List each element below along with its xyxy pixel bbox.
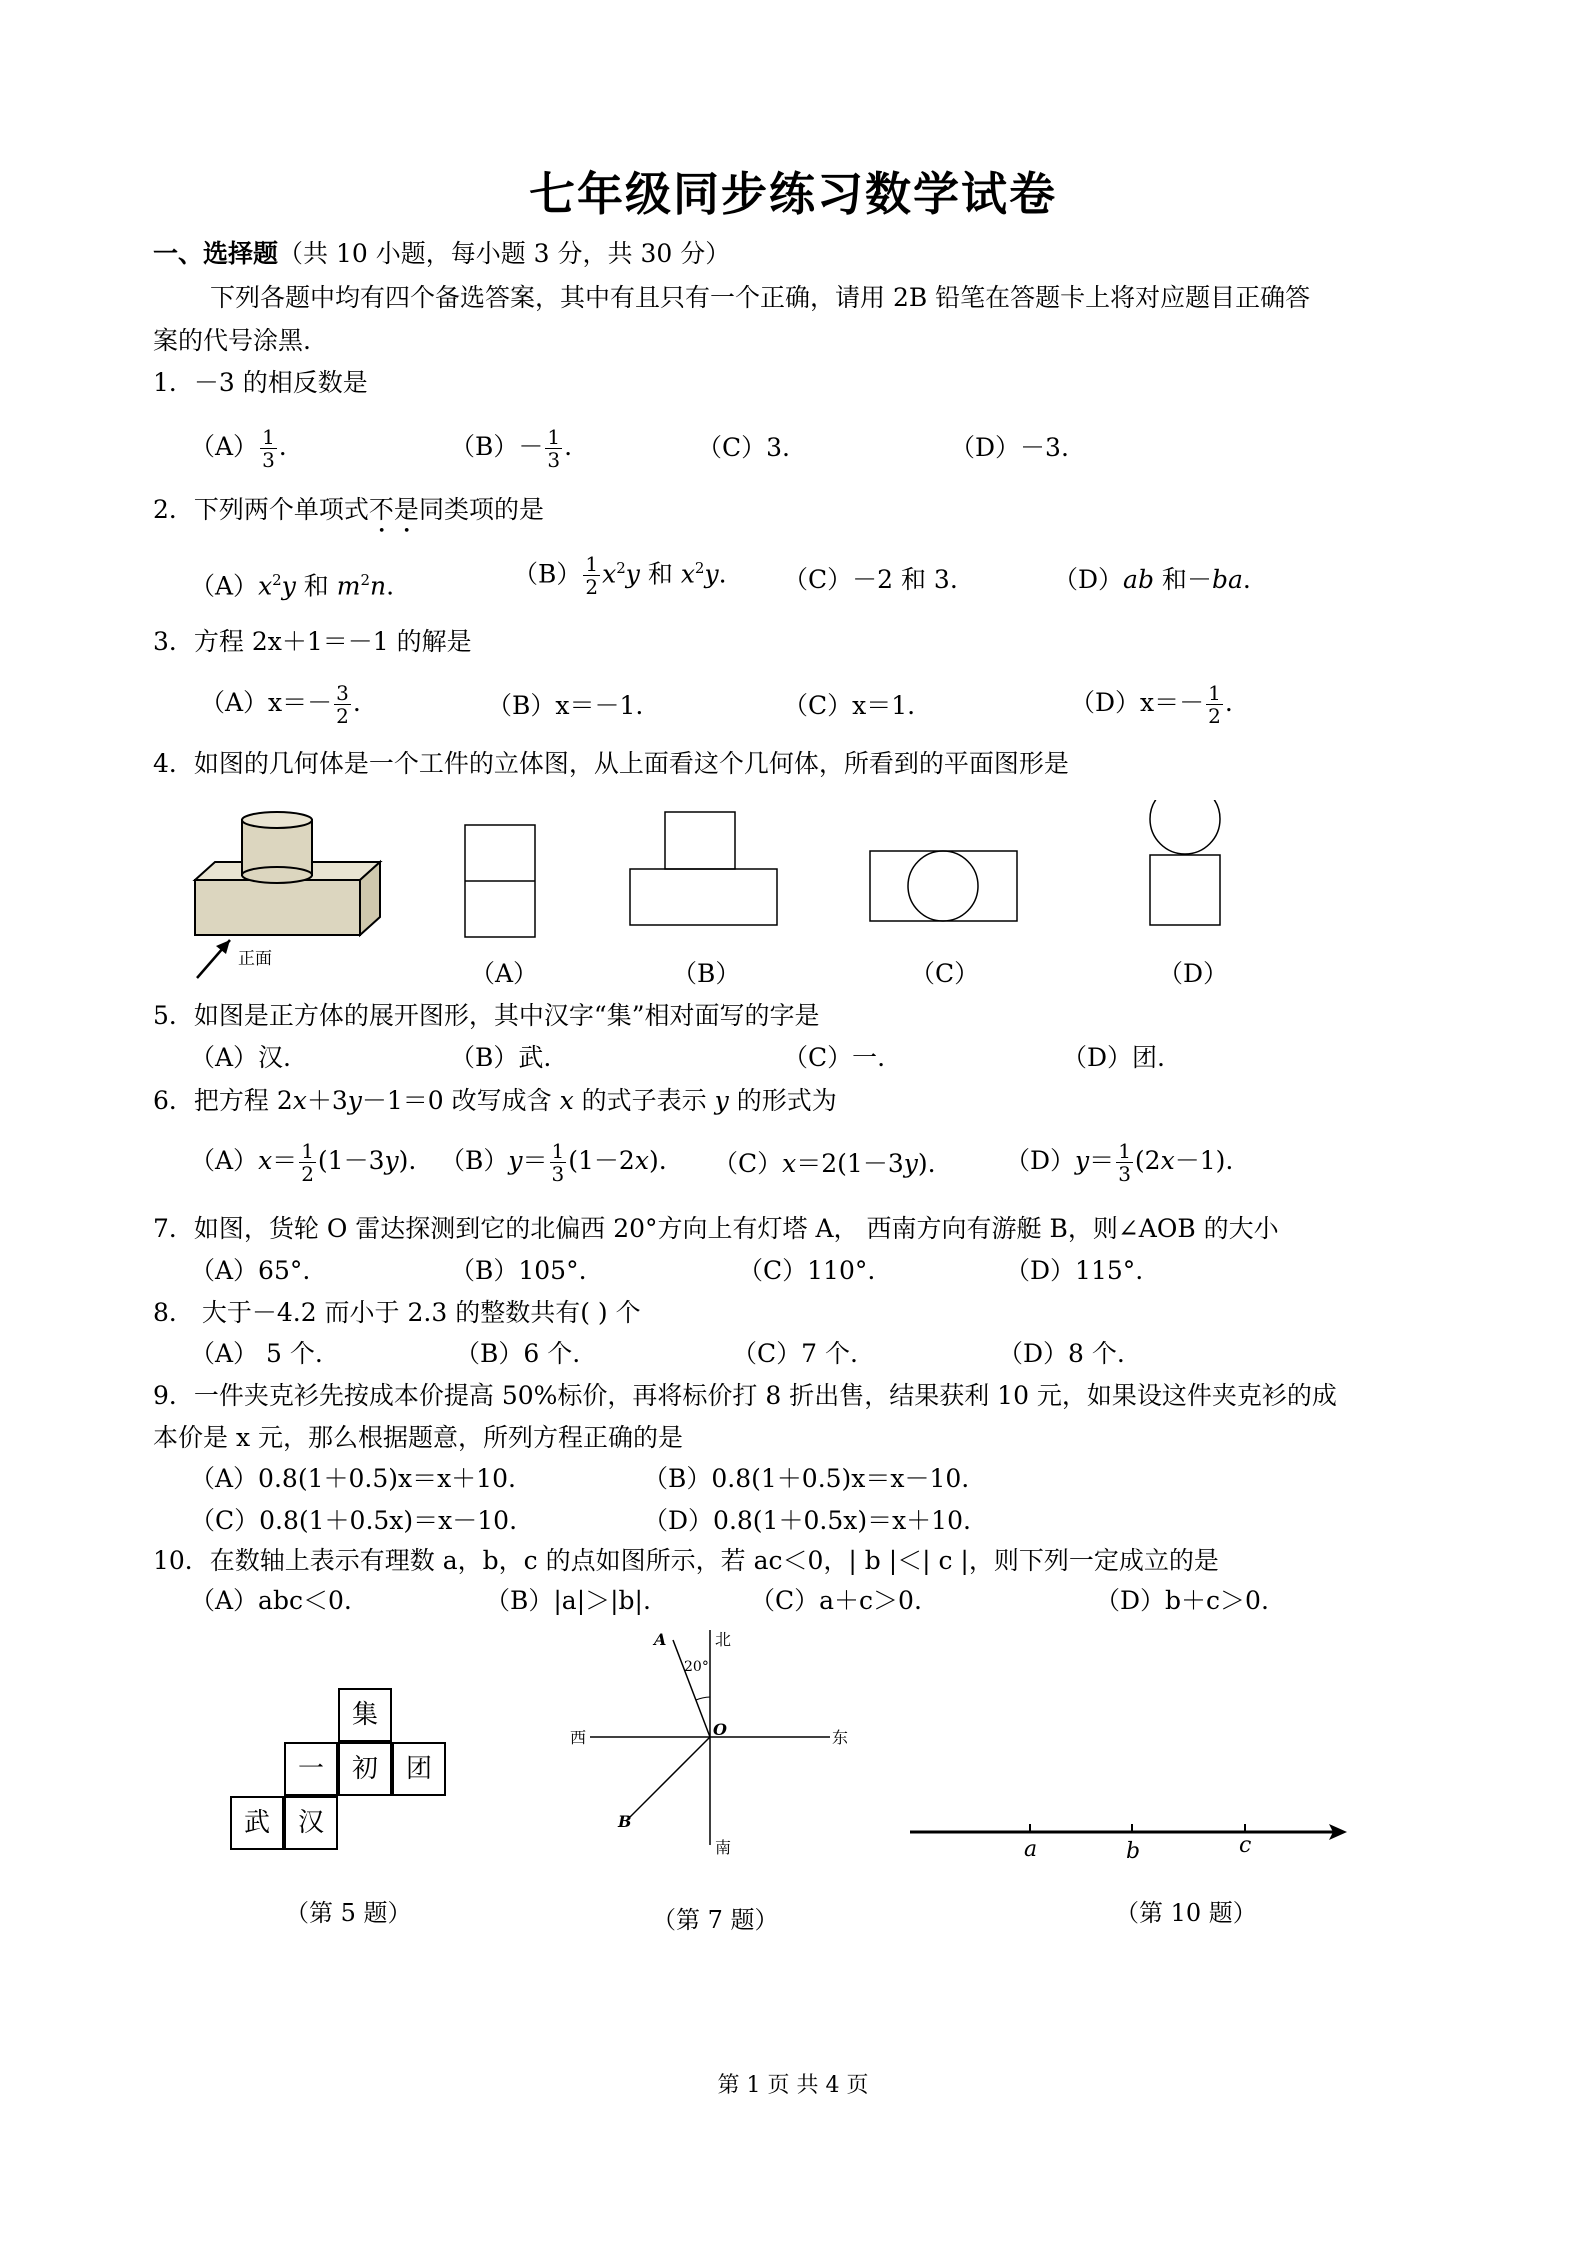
q1-option-a: （A） $\frac{1}{3}$ . <box>190 425 287 472</box>
q4-label-c: （C） <box>910 959 980 988</box>
fig7-caption: （第 7 题） <box>652 1906 779 1934</box>
q10-option-d: （D）b＋c＞0. <box>1095 1586 1269 1615</box>
net-cell-ji: 集 <box>338 1688 392 1742</box>
q1-option-c: （C）3. <box>697 433 790 462</box>
q5-option-d: （D）团. <box>1062 1043 1165 1072</box>
q4-figure-b <box>630 812 777 925</box>
q3-option-b: （B）x＝－1. <box>487 691 644 720</box>
q2-option-d: （D）ab 和－ba. <box>1053 565 1251 594</box>
label-east: 东 <box>832 1728 849 1747</box>
q6-option-a: （A）x＝ $\frac{1}{2}$ (1－3y). <box>190 1139 417 1186</box>
q4-label-d: （D） <box>1158 959 1229 988</box>
label-angle: 20° <box>684 1659 709 1675</box>
q3-option-d: （D）x＝－ $\frac{1}{2}$ . <box>1070 681 1233 728</box>
page-footer: 第 1 页 共 4 页 <box>717 2073 869 2098</box>
label-o: O <box>713 1720 727 1739</box>
instruction-line-1: 下列各题中均有四个备选答案，其中有且只有一个正确，请用 2B 铅笔在答题卡上将对应题目正确答 <box>210 283 1311 312</box>
q10-stem: 10．在数轴上表示有理数 a，b，c 的点如图所示，若 ac＜0，| b |＜| c |，则下列一定成立的是 <box>153 1546 1219 1575</box>
point-c-label: c <box>1239 1833 1252 1858</box>
q4-figure-d <box>1150 800 1220 925</box>
q7-stem: 7．如图，货轮 O 雷达探测到它的北偏西 20°方向上有灯塔 A， 西南方向有游艇 B，则∠AOB 的大小 <box>153 1214 1279 1243</box>
point-b-label: b <box>1126 1839 1141 1864</box>
point-a-label: a <box>1024 1837 1038 1862</box>
q9-stem-2: 本价是 x 元，那么根据题意，所列方程正确的是 <box>153 1423 683 1452</box>
q8-option-d: （D）8 个. <box>998 1339 1125 1368</box>
q4-front-label: 正面 <box>238 949 272 969</box>
q4-figure-a <box>465 825 535 937</box>
q4-figure-c <box>870 851 1017 921</box>
net-cell-tuan: 团 <box>392 1742 446 1796</box>
q4-stem: 4．如图的几何体是一个工件的立体图，从上面看这个几何体，所看到的平面图形是 <box>153 749 1069 778</box>
q5-option-b: （B）武. <box>450 1043 552 1072</box>
q1-option-d: （D）－3. <box>950 433 1069 462</box>
net-cell-chu: 初 <box>338 1742 392 1796</box>
label-south: 南 <box>715 1838 732 1855</box>
q1-option-b: （B）－ $\frac{1}{3}$ . <box>450 425 573 472</box>
q8-stem: 8． 大于－4.2 而小于 2.3 的整数共有( ) 个 <box>153 1298 641 1327</box>
q9-option-b: （B）0.8(1＋0.5)x＝x－10. <box>643 1464 970 1493</box>
label-b: B <box>618 1812 632 1831</box>
q9-option-a: （A）0.8(1＋0.5)x＝x＋10. <box>190 1464 516 1493</box>
q2-option-c: （C）－2 和 3. <box>783 565 958 594</box>
q3-stem: 3．方程 2x＋1＝－1 的解是 <box>153 627 472 656</box>
q2-option-a: $(A)x^2y$ 和 $m^2n$. <box>190 571 395 601</box>
page-title: 七年级同步练习数学试卷 <box>529 167 1057 221</box>
q6-option-b: （B）y＝ $\frac{1}{3}$ (1－2x). <box>440 1139 667 1186</box>
q8-option-a: （A） 5 个. <box>190 1339 323 1368</box>
q8-option-b: （B）6 个. <box>455 1339 581 1368</box>
ray-oa <box>673 1640 710 1737</box>
section-title: 一、选择题 <box>153 239 279 268</box>
fig10-number-line <box>905 1808 1355 1868</box>
q10-option-b: （B）|a|＞|b|. <box>485 1586 651 1615</box>
q6-option-d: （D）y＝ $\frac{1}{3}$ (2x－1). <box>1005 1139 1234 1186</box>
instruction-line-2: 案的代号涂黑. <box>153 326 311 355</box>
q3-option-a: （A）x＝－ $\frac{3}{2}$ . <box>200 681 361 728</box>
q5-option-a: （A）汉. <box>190 1043 292 1072</box>
net-cell-wu: 武 <box>230 1796 284 1850</box>
q4-label-b: （B） <box>672 959 741 988</box>
q9-stem-1: 9．一件夹克衫先按成本价提高 50%标价，再将标价打 8 折出售，结果获利 10 元，如果设这件夹克衫的成 <box>153 1381 1337 1410</box>
q3-option-c: （C）x＝1. <box>783 691 916 720</box>
q7-option-a: （A）65°. <box>190 1256 311 1285</box>
fig5-caption: （第 5 题） <box>285 1899 412 1927</box>
q9-option-c: （C）0.8(1＋0.5x)＝x－10. <box>190 1506 518 1535</box>
label-west: 西 <box>570 1728 587 1747</box>
net-cell-yi: 一 <box>284 1742 338 1796</box>
label-a: A <box>654 1630 667 1649</box>
q8-option-c: （C）7 个. <box>732 1339 858 1368</box>
fig10-caption: （第 10 题） <box>1115 1899 1257 1927</box>
q9-option-d: （D）0.8(1＋0.5x)＝x＋10. <box>643 1506 971 1535</box>
q4-label-a: （A） <box>470 959 539 988</box>
q6-option-c: （C）x＝2(1－3y). <box>713 1149 936 1178</box>
q10-option-a: （A）abc＜0. <box>190 1586 352 1615</box>
q5-stem: 5．如图是正方体的展开图形，其中汉字“集”相对面写的字是 <box>153 1001 820 1030</box>
section-note: （共 10 小题，每小题 3 分，共 30 分） <box>278 239 731 268</box>
q1-stem: 1．－3 的相反数是 <box>153 368 368 397</box>
q6-stem: 6．把方程 2x＋3y－1＝0 改写成含 x 的式子表示 y 的形式为 <box>153 1086 837 1115</box>
q7-option-d: （D）115°. <box>1005 1256 1144 1285</box>
net-cell-han: 汉 <box>284 1796 338 1850</box>
fig7-compass-diagram <box>560 1625 880 1855</box>
q2-option-b: （B） $\frac{1}{2}$ $x^2y$ 和 $x^2y$. <box>513 552 727 600</box>
q5-option-c: （C）一. <box>783 1043 886 1072</box>
q7-option-c: （C）110°. <box>738 1256 876 1285</box>
q2-stem: 2．下列两个单项式不是同类项的是 <box>153 495 544 524</box>
label-north: 北 <box>715 1630 732 1649</box>
q4-solid-figure <box>195 812 380 978</box>
ray-ob <box>627 1737 710 1820</box>
angle-arc <box>696 1697 710 1700</box>
q7-option-b: （B）105°. <box>450 1256 587 1285</box>
q10-option-c: （C）a＋c＞0. <box>750 1586 922 1615</box>
section-heading <box>153 238 730 270</box>
